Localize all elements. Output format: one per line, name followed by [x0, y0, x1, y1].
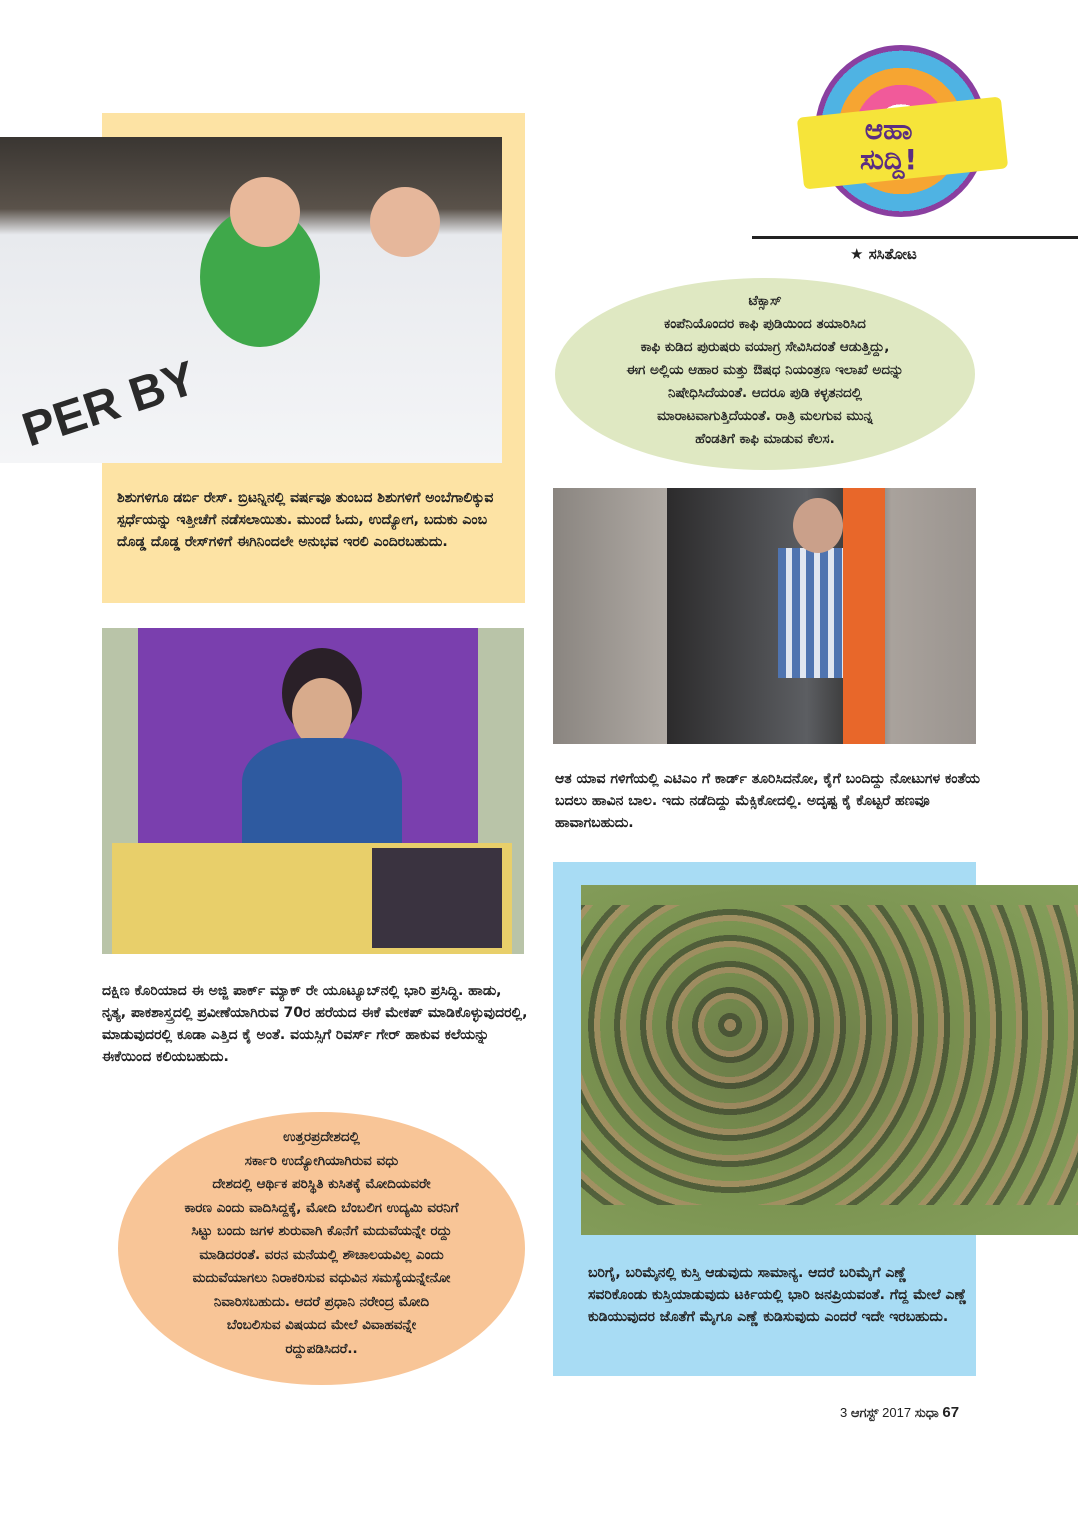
page-footer: [840, 1404, 959, 1421]
korean-grandma-photo: [102, 628, 524, 954]
byline: [850, 245, 917, 263]
bubble-line: ಹೆಂಡತಿಗೆ ಕಾಫಿ ಮಾಡುವ ಕೆಲಸ.: [695, 431, 835, 447]
footer-magazine: ಸುಧಾ: [914, 1405, 939, 1420]
logo-line2: ಸುದ್ದಿ!: [860, 143, 918, 176]
aha-suddi-logo: [800, 45, 1010, 217]
bubble-line: ಮಾಡಿದರಂತೆ. ವರನ ಮನೆಯಲ್ಲಿ ಶೌಚಾಲಯವಿಲ್ಲ ಎಂದು: [199, 1246, 444, 1263]
texas-coffee-bubble: [555, 278, 975, 470]
bubble-line: ಬೆಂಬಲಿಸುವ ವಿಷಯದ ಮೇಲೆ ವಿವಾಹವನ್ನೇ: [226, 1317, 417, 1333]
bubble-line: ಉತ್ತರಪ್ರದೇಶದಲ್ಲಿ: [283, 1129, 360, 1145]
bubble-line: ಈಗ ಅಲ್ಲಿಯ ಆಹಾರ ಮತ್ತು ಔಷಧ ನಿಯಂತ್ರಣ ಇಲಾಖೆ ಅದನ್ನು: [626, 362, 904, 378]
footer-day: 3: [840, 1405, 848, 1420]
atm-snake-caption: ಆತ ಯಾವ ಗಳಿಗೆಯಲ್ಲಿ ಎಟಿಎಂ ಗೆ ಕಾರ್ಡ್ ತೂರಿಸಿದನೋ, ಕೈಗೆ ಬಂದಿದ್ದು ನೋಟುಗಳ ಕಂತೆಯ ಬದಲು ಹಾವಿನ ಬಾಲ. ಇದು ನಡೆದಿದ್ದು ಮೆಕ್ಸಿಕೋದಲ್ಲಿ. ಅದೃಷ್ಟ ಕೈ ಕೊಟ್ಟರೆ ಹಣವೂ ಹಾವಾಗಬಹುದು.: [555, 771, 980, 831]
footer-year: 2017: [882, 1405, 912, 1420]
bubble-line: ನಿಷೇಧಿಸಿದೆಯಂತೆ. ಆದರೂ ಪುಡಿ ಕಳ್ಳತನದಲ್ಲಿ: [668, 385, 862, 401]
bubble-line: ಮದುವೆಯಾಗಲು ನಿರಾಕರಿಸುವ ವಧುವಿನ ಸಮಸ್ಯೆಯನ್ನೇನೋ: [192, 1270, 451, 1286]
bubble-line: ಮಾರಾಟವಾಗುತ್ತಿದೆಯಂತೆ. ರಾತ್ರಿ ಮಲಗುವ ಮುನ್ನ: [657, 408, 873, 424]
header-rule: [752, 236, 1078, 239]
atm-snake-photo: [553, 488, 976, 744]
baby-crawling-photo: PER BY: [0, 137, 502, 463]
bubble-line: ಕಾರಣ ಎಂದು ವಾದಿಸಿದ್ದಕ್ಕೆ, ಮೋದಿ ಬೆಂಬಲಿಗ ಉದ್ಯಮಿ ವರನಿಗೆ: [184, 1199, 459, 1216]
bubble-line: ಸರ್ಕಾರಿ ಉದ್ಯೋಗಿಯಾಗಿರುವ ವಧು: [244, 1152, 399, 1169]
bubble-line: ದೇಶದಲ್ಲಿ ಆರ್ಥಿಕ ಪರಿಸ್ಥಿತಿ ಕುಸಿತಕ್ಕೆ ಮೋದಿಯವರೇ: [212, 1176, 431, 1192]
footer-month: ಆಗಸ್ಟ್: [850, 1405, 879, 1420]
korean-grandma-caption: ದಕ್ಷಿಣ ಕೊರಿಯಾದ ಈ ಅಜ್ಜಿ ಪಾರ್ಕ್ ಮ್ಯಾಕ್ ರೇ ಯೂಟ್ಯೂಬ್‌ನಲ್ಲಿ ಭಾರಿ ಪ್ರಸಿದ್ಧಿ. ಹಾಡು, ನೃತ್ಯ, ಪಾಕಶಾಸ್ತ್ರದಲ್ಲಿ ಪ್ರವೀಣೆಯಾಗಿರುವ 70ರ ಹರೆಯದ ಈಕೆ ಮೇಕಪ್ ಮಾಡಿಕೊಳ್ಳುವುದರಲ್ಲಿ, ಮಾಡುವುದರಲ್ಲಿ ಕೂಡಾ ಎತ್ತಿದ ಕೈ ಅಂತೆ. ವಯಸ್ಸಿಗೆ ರಿವರ್ಸ್ ಗೇರ್ ಹಾಕುವ ಕಲೆಯನ್ನು ಈಕೆಯಿಂದ ಕಲಿಯಬಹುದು.: [102, 983, 528, 1065]
bubble-line: ರದ್ದುಪಡಿಸಿದರೆ..: [285, 1340, 358, 1357]
up-bride-bubble: [118, 1112, 525, 1385]
bubble-line: ಸಿಟ್ಟು ಬಂದು ಜಗಳ ಶುರುವಾಗಿ ಕೊನೆಗೆ ಮದುವೆಯನ್ನೇ ರದ್ದು: [191, 1223, 452, 1239]
star-icon: ★: [850, 245, 864, 263]
bubble-line: ನಿವಾರಿಸಬಹುದು. ಆದರೆ ಪ್ರಧಾನಿ ನರೇಂದ್ರ ಮೋದಿ: [213, 1293, 430, 1310]
author-name: ಸಸಿತೋಟ: [868, 245, 917, 263]
logo-line1: ಆಹಾ: [864, 113, 913, 146]
bubble-line: ಟೆಕ್ಸಾಸ್: [748, 293, 782, 309]
baby-race-caption: ಶಿಶುಗಳಿಗೂ ಡರ್ಬಿ ರೇಸ್. ಬ್ರಿಟನ್ನಿನಲ್ಲಿ ವರ್ಷವೂ ತುಂಬದ ಶಿಶುಗಳಿಗೆ ಅಂಬೆಗಾಲಿಕ್ಕುವ ಸ್ಪರ್ಧೆಯನ್ನು ಇತ್ತೀಚೆಗೆ ನಡೆಸಲಾಯಿತು. ಮುಂದೆ ಓದು, ಉದ್ಯೋಗ, ಬದುಕು ಎಂಬ ದೊಡ್ಡ ದೊಡ್ಡ ರೇಸ್‌ಗಳಿಗೆ ಈಗಿನಿಂದಲೇ ಅನುಭವ ಇರಲಿ ಎಂದಿರಬಹುದು.: [117, 490, 494, 550]
oil-wrestling-caption: ಬರಿಗೈ, ಬರಿಮೈನಲ್ಲಿ ಕುಸ್ತಿ ಆಡುವುದು ಸಾಮಾನ್ಯ. ಆದರೆ ಬರಿಮೈಗೆ ಎಣ್ಣೆ ಸವರಿಕೊಂಡು ಕುಸ್ತಿಯಾಡುವುದು ಟರ್ಕಿಯಲ್ಲಿ ಭಾರಿ ಜನಪ್ರಿಯವಂತೆ. ಗೆದ್ದ ಮೇಲೆ ಎಣ್ಣೆ ಕುಡಿಯುವುದರ ಜೊತೆಗೆ ಮೈಗೂ ಎಣ್ಣೆ ಕುಡಿಸುವುದು ಎಂದರೆ ಇದೇ ಇರಬಹುದು.: [588, 1265, 967, 1325]
bubble-line: ಕಂಪೆನಿಯೊಂದರ ಕಾಫಿ ಪುಡಿಯಿಂದ ತಯಾರಿಸಿದ: [664, 316, 866, 332]
bubble-line: ಕಾಫಿ ಕುಡಿದ ಪುರುಷರು ವಯಾಗ್ರ ಸೇವಿಸಿದಂತೆ ಆಡುತ್ತಿದ್ದು,: [640, 339, 890, 355]
oil-wrestlers-photo: [581, 885, 1078, 1235]
page-number: 67: [942, 1404, 960, 1421]
